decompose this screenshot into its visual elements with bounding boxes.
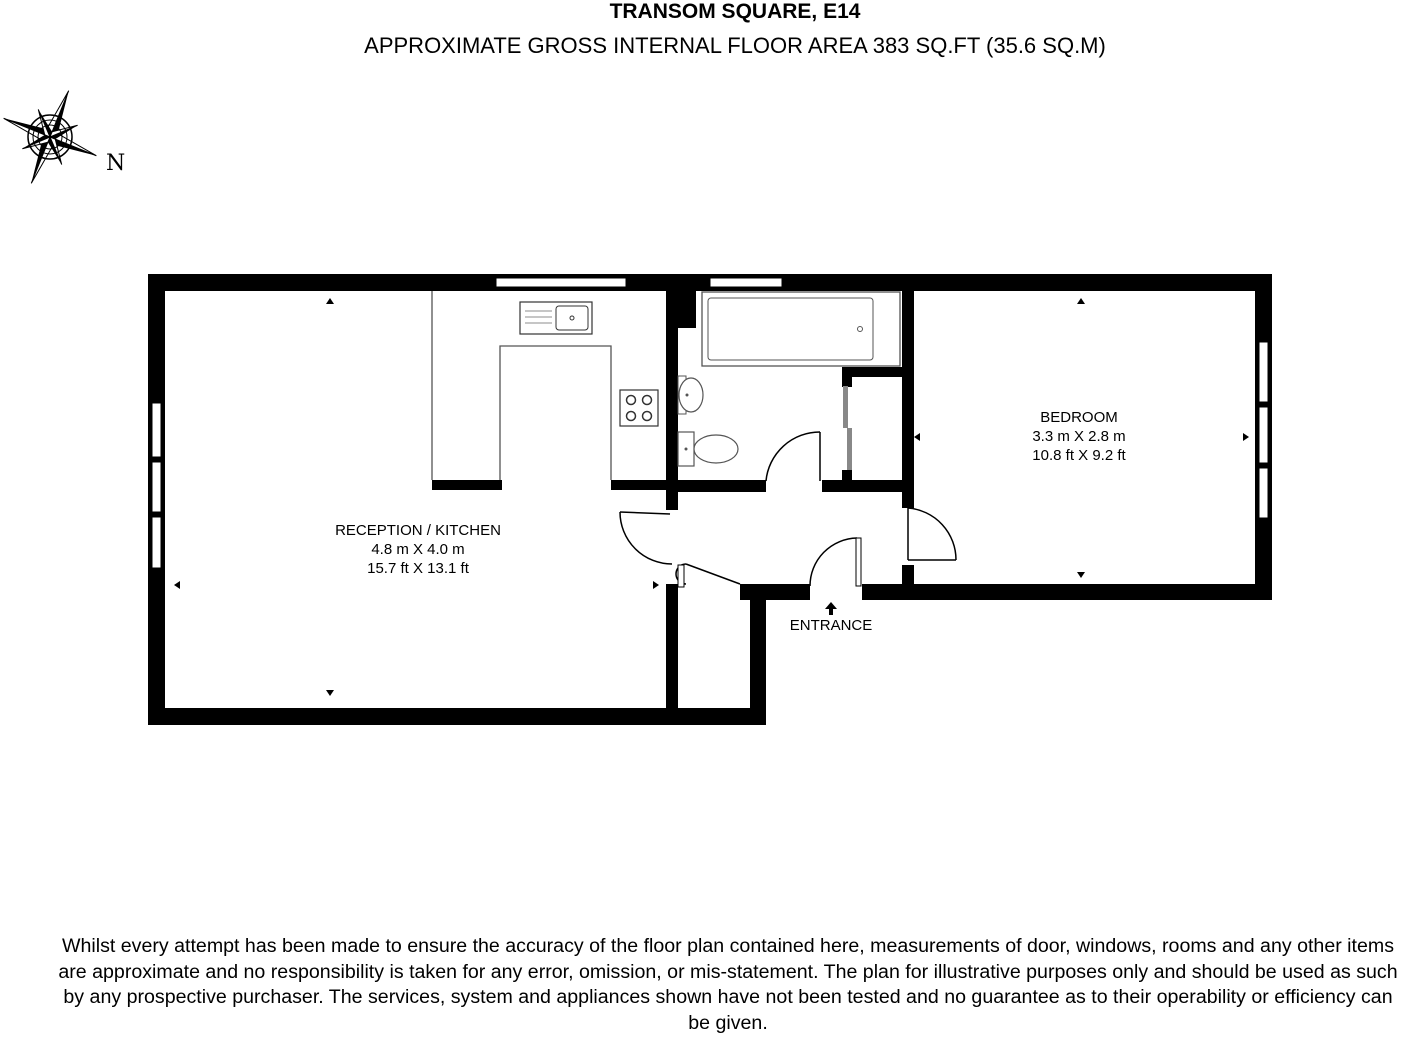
kitchen-sink-icon [520,302,592,334]
disclaimer-text: Whilst every attempt has been made to ensure the accuracy of the floor plan contained here, measurements of door, windows, rooms and any other items are approximate and no responsibility is taken for any error, omission, or mis-statement. The plan for illustrative purposes only and should be used as such by any prospective purchaser. The services, system and appliances shown have not been tested and no guarantee as to their operability or efficiency can be given. [58,935,1398,1034]
storage-doors [843,386,852,470]
compass-north-label: N [106,151,126,176]
reception-imperial: 15.7 ft X 13.1 ft [367,560,469,577]
bath-icon [702,292,900,366]
reception-name: RECEPTION / KITCHEN [335,522,501,539]
page-title: TRANSOM SQUARE, E14 [609,0,861,23]
entrance-arrow-icon [825,602,837,615]
toilet-icon [678,432,738,466]
hob-icon [620,390,658,426]
floor-area-subtitle: APPROXIMATE GROSS INTERNAL FLOOR AREA 383 SQ.FT (35.6 SQ.M) [364,33,1106,58]
basin-icon [678,376,703,414]
bedroom-name: BEDROOM [1040,409,1118,426]
bedroom-metric: 3.3 m X 2.8 m [1032,428,1126,445]
compass-rose-icon [0,72,115,202]
reception-metric: 4.8 m X 4.0 m [371,541,465,558]
bedroom-imperial: 10.8 ft X 9.2 ft [1032,447,1126,464]
entrance-label: ENTRANCE [789,617,873,634]
